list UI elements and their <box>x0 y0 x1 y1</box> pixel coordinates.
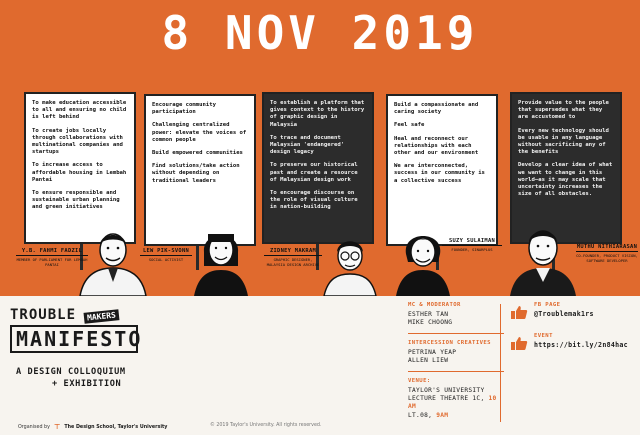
sign-line: Encourage community participation <box>152 102 216 116</box>
venue-hall: LECTURE THEATRE 1C, <box>408 395 485 403</box>
sign-line: Challenging centralized power: elevate the voices of common people <box>152 122 247 143</box>
thumbs-up-icon <box>510 305 528 319</box>
speaker-illustration-3 <box>320 232 380 296</box>
tagline-line: A DESIGN COLLOQUIUM <box>16 367 126 377</box>
protest-sign-3 <box>262 92 374 244</box>
creative-name: PETRINA YEAP <box>408 348 457 356</box>
divider <box>408 371 504 372</box>
speaker-role: CO-FOUNDER, PRODUCT VISION, SOFTWARE DEVELOPER <box>576 253 638 263</box>
mc-name: ESTHER TAN <box>408 311 449 318</box>
speaker-name: MUTHU NITHIARASAN <box>576 244 638 250</box>
fb-label: FB PAGE <box>534 302 561 308</box>
event-logo <box>10 304 150 353</box>
sign-line: To preserve our historical past and create a resource of Malaysian design work <box>270 162 358 183</box>
venue-line <box>408 395 508 412</box>
divider <box>408 333 504 334</box>
venue-label: VENUE: <box>408 377 431 384</box>
venue-room: LT.08, <box>408 411 433 419</box>
event-link[interactable] <box>510 333 636 350</box>
logo-manifesto: MANIFESTO <box>10 325 138 353</box>
poster-bottom <box>0 296 640 435</box>
event-label: EVENT <box>534 333 553 339</box>
speaker-name: Y.B. FAHMI FADZIL <box>16 248 88 256</box>
speaker-name-5 <box>576 244 638 263</box>
sign-line: Provide value to the people that supersedes what they are accustomed to <box>518 100 609 121</box>
sign-line: Develop a clear idea of what we want to change in this world—as it may scale that uncertainty increases the size of all obstacles. <box>518 162 613 198</box>
school-name: The Design School, Taylor's University <box>64 424 168 430</box>
sign-line: To increase access to affordable housing in Lembah Pantai <box>32 162 127 183</box>
event-date: 8 NOV 2019 <box>161 6 479 60</box>
vertical-divider <box>500 304 501 422</box>
speaker-role: SOCIAL ACTIVIST <box>148 257 184 262</box>
speaker-name-1 <box>16 248 88 267</box>
sign-line: Every new technology should be usable in any language without sacrificing any of the benefits <box>518 127 609 156</box>
venue-line: TAYLOR'S UNIVERSITY <box>408 386 485 394</box>
speaker-role: FOUNDER, SINARPLUS <box>451 247 493 252</box>
sign-line: To create jobs locally through collaborations with multinational companies and startups <box>32 127 123 156</box>
event-tagline <box>16 366 166 390</box>
speaker-name-4 <box>442 238 502 253</box>
speaker-illustration-2 <box>190 218 252 296</box>
creative-name: ALLEN LIEW <box>408 357 449 365</box>
speaker-name-3 <box>264 248 322 267</box>
event-links <box>510 302 636 364</box>
sign-line: Feel safe <box>394 122 425 129</box>
event-info <box>408 302 508 420</box>
speaker-name: SUZY SULAIMAN <box>442 238 502 246</box>
sign-line: To establish a platform that gives context to the history of graphic design in Malaysia <box>270 100 365 128</box>
sign-line: To trace and document Malaysian 'endangered' design legacy <box>270 134 345 156</box>
logo-trouble: TROUBLE <box>10 307 77 323</box>
fb-handle[interactable]: @Troublemak1rs <box>534 310 594 318</box>
speaker-illustration-5 <box>508 216 578 296</box>
fb-page-link[interactable] <box>510 302 636 319</box>
organiser <box>18 423 167 431</box>
sign-line: Build a compassionate and caring society <box>394 102 479 116</box>
copyright: © 2019 Taylor's University. All rights reserved. <box>210 423 322 428</box>
mc-label: MC & MODERATOR <box>408 302 461 308</box>
tagline-line: + EXHIBITION <box>52 379 122 389</box>
logo-makers: MAKERS <box>84 309 120 324</box>
organised-by-label: Organised by <box>18 424 50 430</box>
event-url[interactable]: https://bit.ly/2n84hac <box>534 341 628 349</box>
mc-name: MIKE CHOONG <box>408 319 453 327</box>
sign-line: Find solutions/take action without depending on traditional leaders <box>152 163 240 184</box>
sign-line: Build empowered communities <box>152 150 243 157</box>
speaker-role: MEMBER OF PARLIAMENT FOR LEMBAH PANTAI <box>16 257 88 267</box>
footer <box>0 418 640 435</box>
speaker-role: GRAPHIC DESIGNER, MALAYSIA DESIGN ARCHIVE <box>266 257 320 267</box>
venue-time: 10 AM <box>408 395 497 411</box>
speaker-name: ZIDNEY MAKRAM <box>264 248 322 256</box>
speaker-illustration-1 <box>78 220 148 296</box>
sign-line: To make education accessible to all and ensuring no child is left behind <box>32 100 127 121</box>
speaker-name-2 <box>140 248 192 263</box>
thumbs-up-icon <box>510 336 528 350</box>
venue-time: 9AM <box>436 411 449 419</box>
creatives-label: INTERCESSION CREATIVES <box>408 339 491 346</box>
sign-line: To encourage discourse on the role of visual culture in nation-building <box>270 190 358 211</box>
sign-line: We are interconnected, success in our community is a collective success <box>394 163 485 184</box>
school-logo-icon: ⊤ <box>53 423 61 431</box>
speaker-name: LEW PIK-SVONN <box>140 248 192 256</box>
speaker-illustration-4 <box>392 224 454 296</box>
sign-line: Heal and reconnect our relationships with each other and our environment <box>394 135 479 157</box>
sign-line: To ensure responsible and sustainable urban planning and green initiatives <box>32 190 120 211</box>
